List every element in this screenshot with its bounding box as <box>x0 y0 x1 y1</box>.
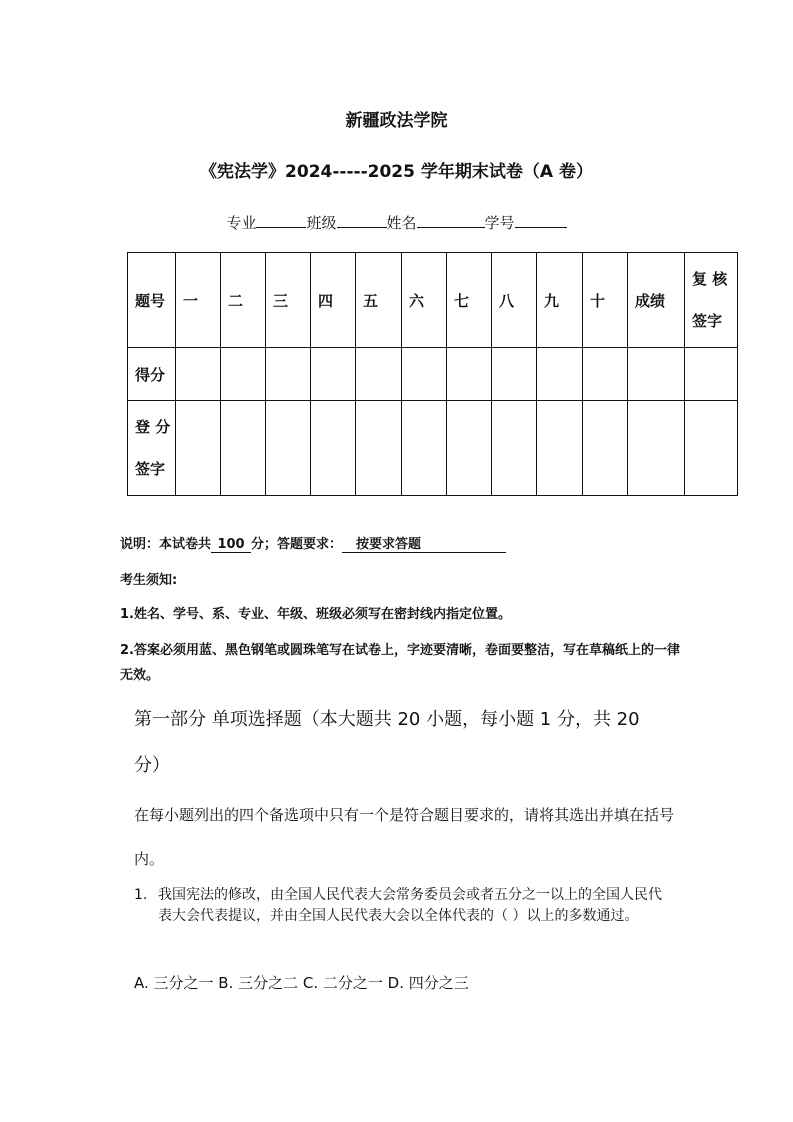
sign-cell[interactable] <box>402 401 447 496</box>
notice-title: 考生须知: <box>120 573 178 588</box>
total-points: 100 <box>211 537 251 553</box>
question-text: 我国宪法的修改，由全国人民代表大会常务委员会或者五分之一以上的全国人民代表大会代表提议，并由全国人民代表大会以全体代表的（ ）以上的多数通过。 <box>158 887 662 924</box>
section-instruction: 在每小题列出的四个备选项中只有一个是符合题目要求的，请将其选出并填在括号内。 <box>134 806 675 868</box>
score-cell[interactable] <box>685 348 738 401</box>
question-1-options: A. 三分之一 B. 三分之二 C. 二分之一 D. 四分之三 <box>134 974 469 992</box>
question-column: 四 <box>311 253 356 348</box>
score-cell[interactable] <box>221 348 266 401</box>
student-id-blank[interactable] <box>515 212 567 228</box>
question-number-row <box>128 253 738 348</box>
question-column: 七 <box>447 253 492 348</box>
score-cell[interactable] <box>447 348 492 401</box>
recorder-sign-row <box>128 401 738 496</box>
score-cell[interactable] <box>176 348 221 401</box>
student-info-line <box>0 212 793 233</box>
notice-rule-1: 1.姓名、学号、系、专业、年级、班级必须写在密封线内指定位置。 <box>120 607 511 622</box>
sign-cell[interactable] <box>447 401 492 496</box>
sign-cell[interactable] <box>685 401 738 496</box>
description-prefix: 说明：本试卷共 <box>120 537 212 552</box>
sign-cell[interactable] <box>356 401 402 496</box>
sign-cell[interactable] <box>266 401 311 496</box>
name-label: 姓名 <box>386 214 417 232</box>
school-name: 新疆政法学院 <box>345 111 448 131</box>
exam-description <box>120 533 506 553</box>
question-column: 五 <box>356 253 402 348</box>
score-cell[interactable] <box>266 348 311 401</box>
score-cell[interactable] <box>492 348 537 401</box>
score-cell[interactable] <box>402 348 447 401</box>
question-column: 八 <box>492 253 537 348</box>
question-number: 1. <box>134 887 148 903</box>
question-column: 一 <box>176 253 221 348</box>
score-table <box>127 252 738 496</box>
question-column: 六 <box>402 253 447 348</box>
score-cell[interactable] <box>583 348 628 401</box>
question-column: 十 <box>583 253 628 348</box>
sign-cell[interactable] <box>628 401 685 496</box>
sign-cell[interactable] <box>537 401 583 496</box>
sign-cell[interactable] <box>221 401 266 496</box>
recorder-sign-line2: 签字 <box>135 460 166 478</box>
score-cell[interactable] <box>628 348 685 401</box>
name-blank[interactable] <box>417 212 485 228</box>
recorder-sign-line1: 登 分 <box>135 418 171 436</box>
major-blank[interactable] <box>256 212 306 228</box>
question-column: 九 <box>537 253 583 348</box>
major-label: 专业 <box>226 214 257 232</box>
sign-cell[interactable] <box>311 401 356 496</box>
question-column: 二 <box>221 253 266 348</box>
total-score-header: 成绩 <box>628 253 685 348</box>
score-row-label: 得分 <box>128 348 176 401</box>
score-cell[interactable] <box>537 348 583 401</box>
review-sign-header <box>685 253 738 348</box>
sign-cell[interactable] <box>583 401 628 496</box>
score-cell[interactable] <box>311 348 356 401</box>
notice-rule-2: 2.答案必须用蓝、黑色钢笔或圆珠笔写在试卷上，字迹要清晰，卷面要整洁，写在草稿纸上的一律无效。 <box>120 643 680 683</box>
sign-cell[interactable] <box>492 401 537 496</box>
review-sign-line2: 签字 <box>692 312 723 330</box>
score-row <box>128 348 738 401</box>
exam-title: 《宪法学》2024-----2025 学年期末试卷（A 卷） <box>200 162 593 182</box>
student-id-label: 学号 <box>484 214 515 232</box>
description-suffix: 分；答题要求： <box>251 537 343 552</box>
sign-cell[interactable] <box>176 401 221 496</box>
review-sign-line1: 复 核 <box>692 270 728 288</box>
question-column: 三 <box>266 253 311 348</box>
answer-requirement: 按要求答题 <box>342 533 506 553</box>
recorder-sign-label <box>128 401 176 496</box>
question-number-header: 题号 <box>128 253 176 348</box>
class-label: 班级 <box>306 214 337 232</box>
score-cell[interactable] <box>356 348 402 401</box>
section-heading: 第一部分 单项选择题（本大题共 20 小题，每小题 1 分，共 20 分） <box>134 709 640 776</box>
class-blank[interactable] <box>337 212 387 228</box>
